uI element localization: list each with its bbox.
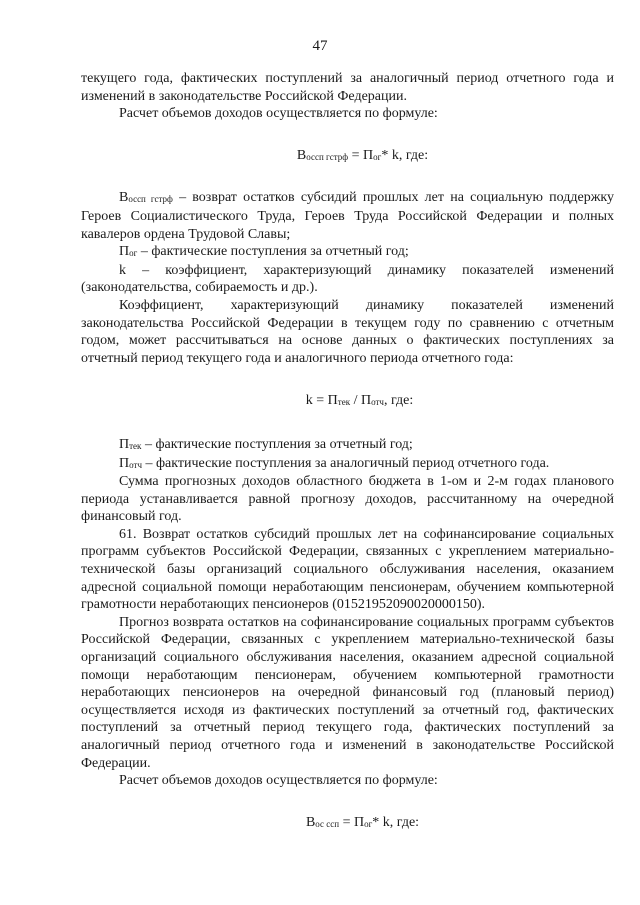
- definition-p-og: Пог – фактические поступления за отчетный год;: [119, 244, 409, 260]
- formula-return-heroes: Воссп гстрф = Пог* k, где:: [296, 147, 429, 163]
- document-body: [81, 70, 614, 832]
- definition-k: k – коэффициент, характеризующий динамику показателей изменений (законодательства, собираемость и др.).: [81, 262, 614, 296]
- definition-v-osspgstrf: Воссп гстрф – возврат остатков субсидий прошлых лет на социальную поддержку Героев Социалистического Труда, Героев Труда Российской Федерации и полных кавалеров ордена Трудовой Славы;: [81, 190, 614, 242]
- paragraph-item-61: 61. Возврат остатков субсидий прошлых лет на софинансирование социальных программ субъектов Российской Федерации, связанных с укреплением материально-технической базы организаций социального обслуживания населения, оказанием адресной социальной помощи неработающим пенсионерам, обучением компьютерной грамотности неработающих пенсионеров (01521952090020000150).: [81, 526, 614, 613]
- paragraph-forecast: Прогноз возврата остатков на софинансирование социальных программ субъектов Российской Федерации, связанных с укреплением материально-технической базы организаций социального обслуживания населения, оказанием адресной социальной помощи неработающим пенсионерам, обучением компьютерной грамотности неработающих пенсионеров на очередной финансовый год (плановый период) осуществляется исходя из фактических поступлений за отчетный год, фактических поступлений за отчетный период текущего года, фактических поступлений за аналогичный период отчетного года и изменений в законодательстве Российской Федерации.: [81, 614, 614, 771]
- paragraph-formula-intro-2: Расчет объемов доходов осуществляется по формуле:: [119, 773, 438, 789]
- paragraph-coefficient: Коэффициент, характеризующий динамику показателей изменений законодательства Российской Федерации в текущем году по сравнению с отчетным годом, может рассчитываться на основе данных о фактических поступлениях за отчетный период текущего года и аналогичного периода отчетного года:: [81, 297, 614, 366]
- formula-return-social: Вос ссп = Пог* k, где:: [305, 814, 420, 830]
- paragraph-planning-period: Сумма прогнозных доходов областного бюджета в 1-ом и 2-м годах планового периода устанавливается равной прогнозу доходов, рассчитанному на очередной финансовый год.: [81, 474, 614, 525]
- definition-p-tek: Птек – фактические поступления за отчетный год;: [119, 436, 413, 452]
- paragraph-formula-intro: Расчет объемов доходов осуществляется по формуле:: [119, 106, 438, 122]
- paragraph-continuation: текущего года, фактических поступлений за аналогичный период отчетного года и изменений в законодательстве Российской Федерации.: [81, 71, 614, 104]
- definition-p-otch: Потч – фактические поступления за аналогичный период отчетного года.: [119, 455, 550, 471]
- page-number: 47: [312, 38, 328, 54]
- formula-coefficient: k = Птек / Потч, где:: [305, 393, 414, 409]
